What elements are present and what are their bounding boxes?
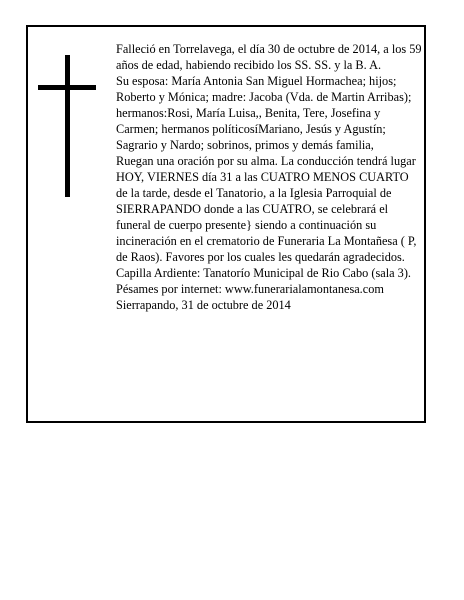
place-date: Sierrapando, 31 de octubre de 2014 — [116, 298, 291, 312]
cross-horizontal-bar — [38, 85, 96, 90]
condolences-website: Pésames por internet: www.funerarialamontanesa.com — [116, 282, 384, 296]
cross-vertical-bar — [65, 55, 70, 197]
family-list: Su esposa: María Antonia San Miguel Hormachea; hijos; Roberto y Mónica; madre: Jacoba (Vda. de Martin Arribas); hermanos:Rosi, María Luisa,, Benita, Tere, Josefina y Carmen; hermanos políticosíMariano, Jesús y Agustín; Sagrario y Nardo; sobrinos, primos y demás familia, — [116, 74, 412, 152]
obituary-notice — [26, 25, 426, 423]
death-announcement: Falleció en Torrelavega, el día 30 de octubre de 2014, a los 59 años de edad, habiendo recibido los SS. SS. y la B. A. — [116, 42, 422, 72]
latin-cross-icon — [38, 55, 96, 197]
notice-text — [116, 41, 422, 313]
funeral-details: Ruegan una oración por su alma. La conducción tendrá lugar HOY, VIERNES día 31 a las CUATRO MENOS CUARTO de la tarde, desde el Tanatorio, a la Iglesia Parroquial de SIERRAPANDO donde a las CUATRO, se celebrará el funeral de cuerpo presente} siendo a continuación su incineración en el crematorio de Funeraria La Montañesa ( P, de Raos). Favores por los cuales les quedarán agradecidos. Capilla Ardiente: Tanatorío Municipal de Rio Cabo (sala 3). — [116, 154, 417, 280]
